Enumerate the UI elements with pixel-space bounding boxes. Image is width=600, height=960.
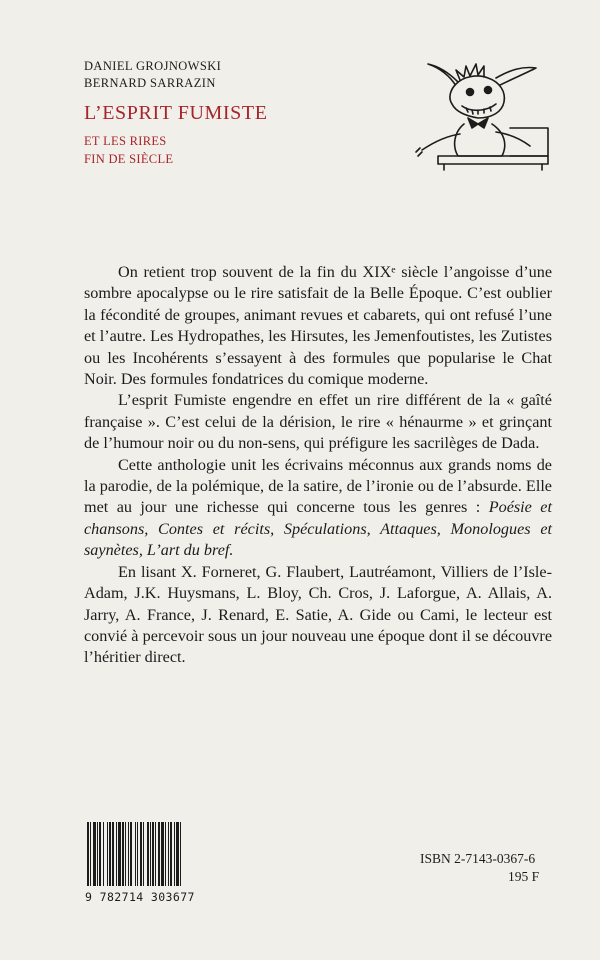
author-name: BERNARD SARRAZIN bbox=[84, 76, 216, 90]
barcode-bar bbox=[150, 822, 151, 886]
subtitle-line: FIN DE SIÈCLE bbox=[84, 152, 174, 166]
book-title: L’ESPRIT FUMISTE bbox=[84, 102, 268, 124]
barcode-bar bbox=[143, 822, 144, 886]
barcode-bar bbox=[97, 822, 98, 886]
barcode-bar bbox=[140, 822, 142, 886]
barcode-bar bbox=[174, 822, 175, 886]
back-cover-blurb bbox=[84, 262, 552, 669]
barcode-bar bbox=[130, 822, 132, 886]
blurb-paragraph: En lisant X. Forneret, G. Flaubert, Lautréamont, Villiers de l’Isle-Adam, J.K. Huysmans, L. Bloy, Ch. Cros, J. Laforgue, A. Allais, A. Jarry, A. France, J. Renard, E. Satie, A. Gide ou Cami, le lecteur est convié à percevoir sous un jour nouveau une époque dont il se découvre l’héritier direct. bbox=[84, 562, 552, 667]
book-subtitle bbox=[84, 132, 173, 168]
barcode-bar bbox=[180, 822, 181, 886]
isbn-number: ISBN 2-7143-0367-6 bbox=[420, 851, 536, 866]
barcode-bar bbox=[87, 822, 89, 886]
author-name: DANIEL GROJNOWSKI bbox=[84, 59, 222, 73]
barcode-bar bbox=[112, 822, 114, 886]
blurb-paragraph: L’esprit Fumiste engendre en effet un rire différent de la « gaîté française ». C’est celui de la dérision, le rire « hénaurme » et grinçant de l’humour noir ou du non-sens, qui préfigure les sacrilèges de Dada. bbox=[84, 391, 552, 453]
genre-list: Poésie et chansons, Contes et récits, Spéculations, Attaques, Monologues et saynètes, L’art du bref. bbox=[84, 498, 552, 560]
subtitle-line: ET LES RIRES bbox=[84, 134, 167, 148]
barcode-bar bbox=[158, 822, 160, 886]
barcode-digits: 9 782714 303677 bbox=[85, 890, 195, 904]
barcode-bar bbox=[122, 822, 124, 886]
barcode-bars bbox=[85, 822, 227, 888]
barcode-bar bbox=[90, 822, 91, 886]
author-names bbox=[84, 58, 221, 92]
barcode-bar bbox=[147, 822, 149, 886]
price: 195 F bbox=[508, 869, 540, 884]
barcode-bar bbox=[116, 822, 117, 886]
barcode-bar bbox=[125, 822, 126, 886]
barcode-bar bbox=[176, 822, 179, 886]
barcode-bar bbox=[135, 822, 136, 886]
barcode-bar bbox=[118, 822, 121, 886]
donkey-headed-figure-icon bbox=[398, 52, 558, 172]
barcode-bar bbox=[93, 822, 96, 886]
blurb-paragraph bbox=[84, 455, 552, 562]
barcode-bar bbox=[109, 822, 111, 886]
barcode-bar bbox=[152, 822, 154, 886]
blurb-paragraph-intro: Cette anthologie unit les écrivains méconnus aux grands noms de la parodie, de la polémique, de la satire, de l’ironie ou de l’absurde. Elle met au jour une richesse qui concerne tous les genres : bbox=[84, 455, 552, 517]
barcode-bar bbox=[155, 822, 156, 886]
barcode-bar bbox=[107, 822, 108, 886]
blurb-paragraph: On retient trop souvent de la fin du XIXᵉ siècle l’angoisse d’une sombre apocalypse ou le rire satisfait de la Belle Époque. C’est oublier la fécondité de groupes, animant revues et cabarets, qui ont refusé l’une et l’autre. Les Hydropathes, les Hirsutes, les Jemenfoutistes, les Zutistes ou les Incohérents s’essayent à des formules que popularise le Chat Noir. Des formules fondatrices du comique moderne. bbox=[84, 263, 552, 389]
barcode-bar bbox=[128, 822, 129, 886]
barcode-bar bbox=[170, 822, 172, 886]
barcode-bar bbox=[137, 822, 138, 886]
barcode-bar bbox=[103, 822, 104, 886]
barcode-bar bbox=[165, 822, 166, 886]
barcode-bar bbox=[168, 822, 169, 886]
barcode-bar bbox=[99, 822, 101, 886]
barcode-bar bbox=[161, 822, 164, 886]
barcode bbox=[85, 822, 227, 906]
